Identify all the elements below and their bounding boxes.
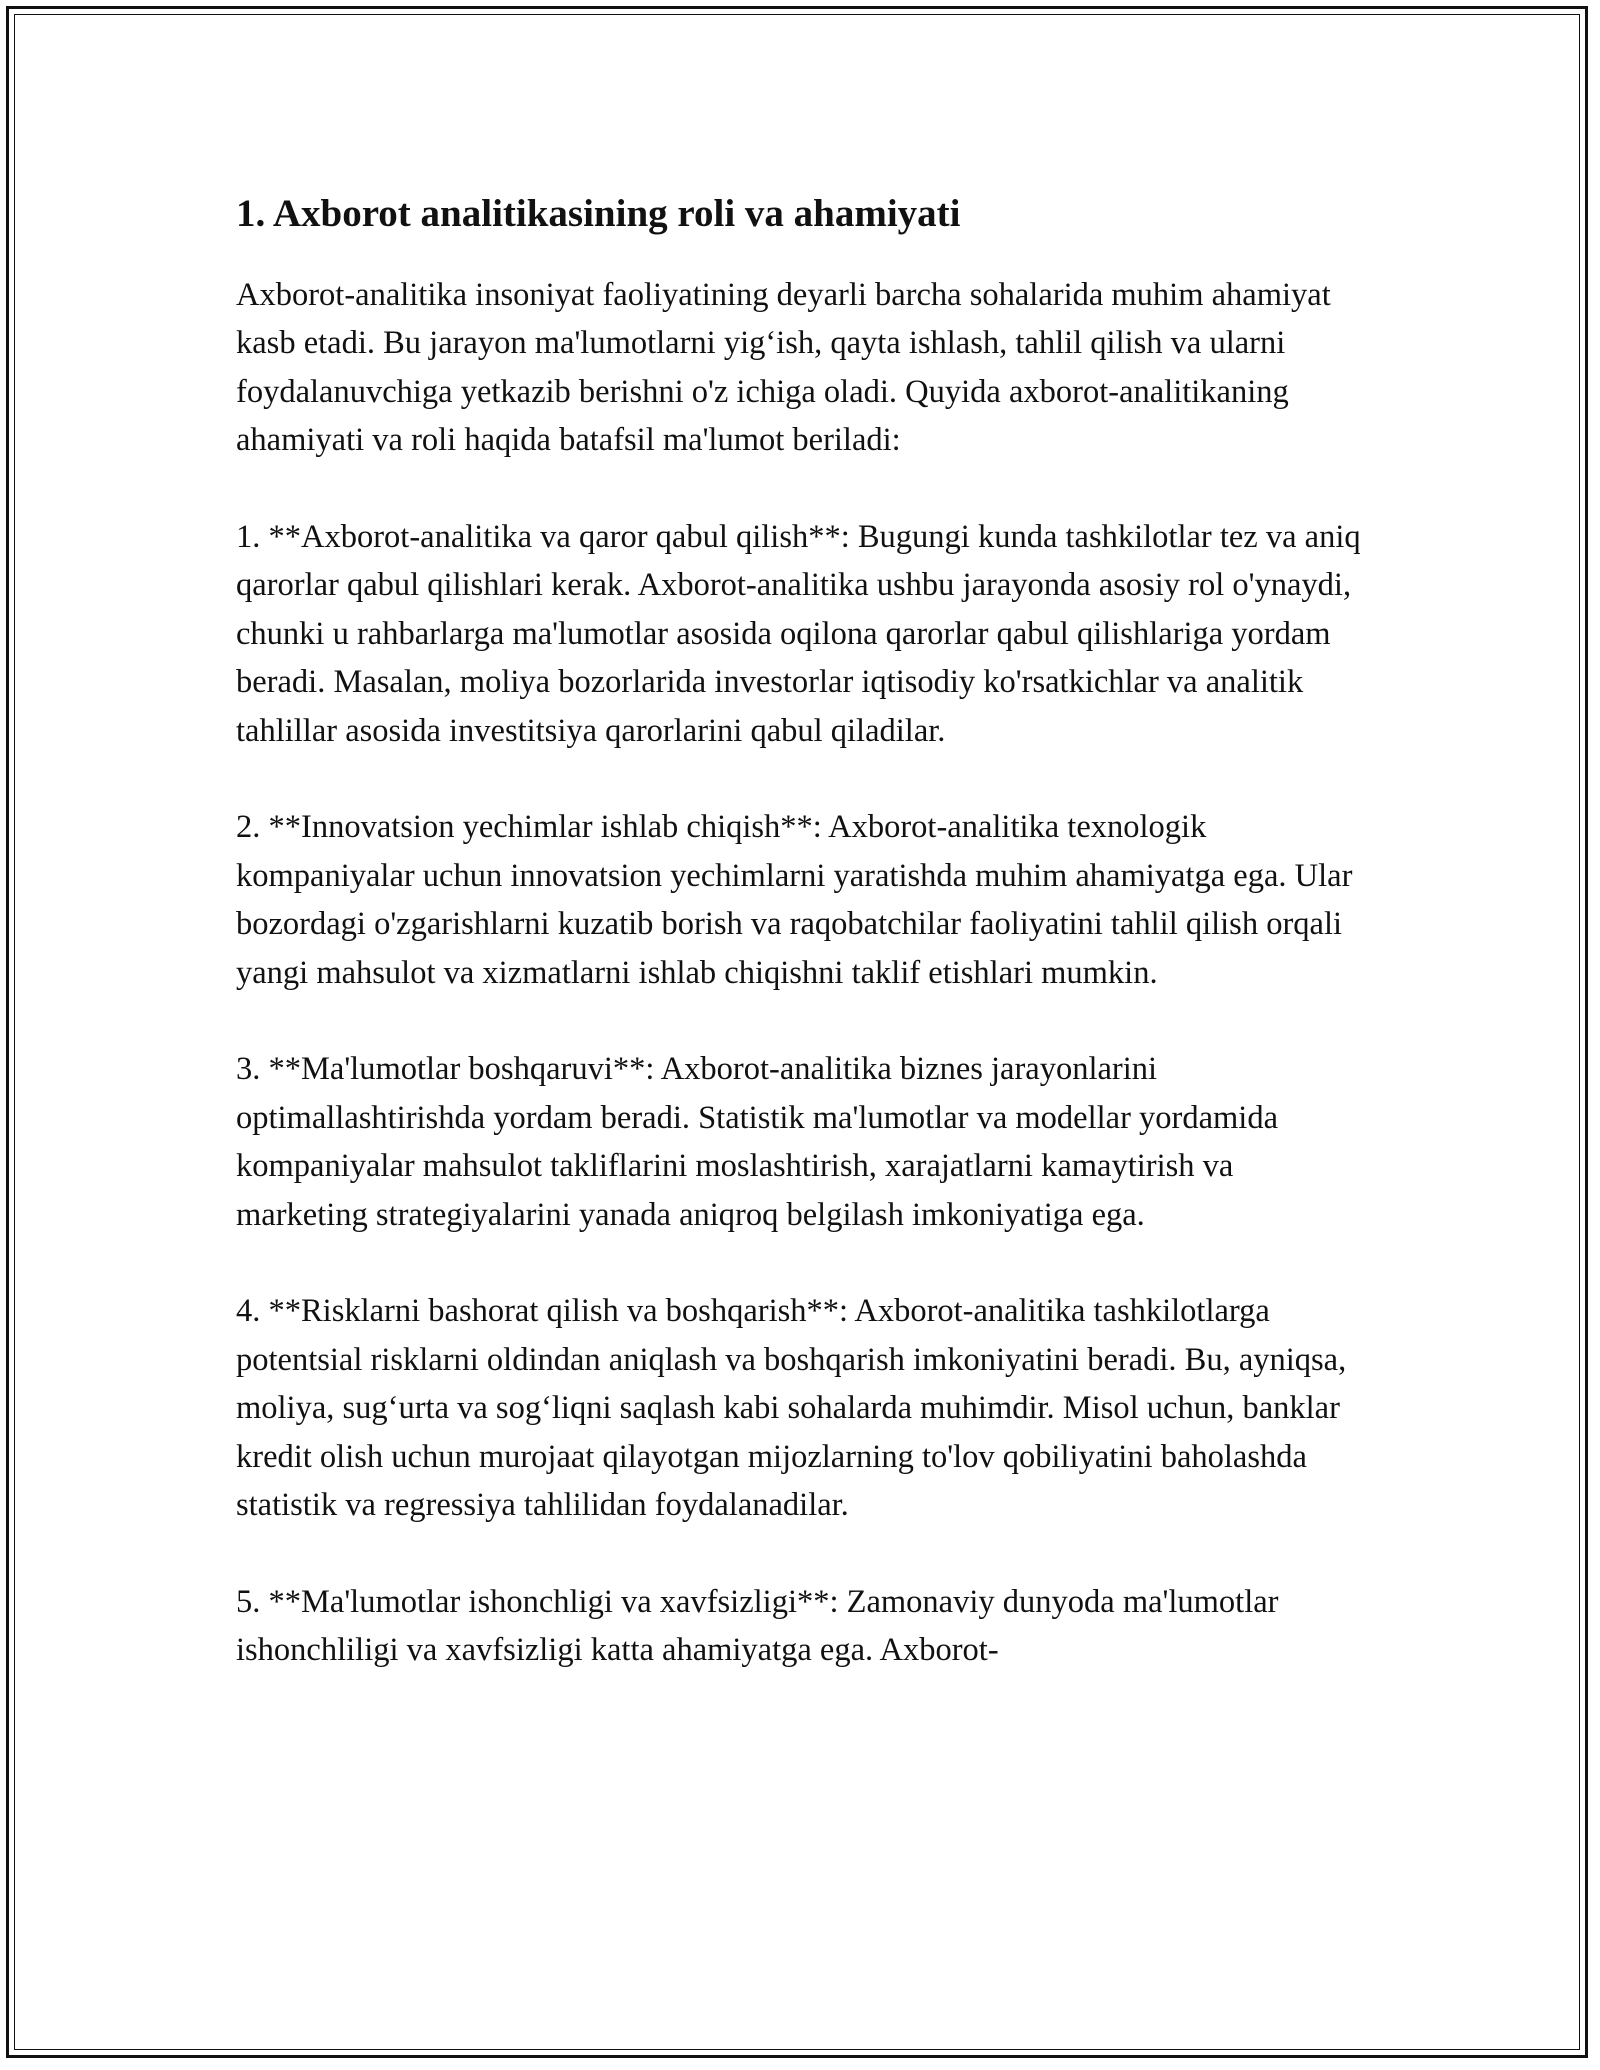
paragraph-data-management: 3. **Ma'lumotlar boshqaruvi**: Axborot-analitika biznes jarayonlarini optimallashtirishda yordam beradi. Statistik ma'lumotlar va modellar yordamida kompaniyalar mahsulot takliflarini moslashtirish, xarajatlarni kamaytirish va marketing strategiyalarini yanada aniqroq belgilash imkoniyatiga ega.: [236, 1051, 1287, 1233]
document-body: [236, 185, 1369, 1675]
section-title: 1. Axborot analitikasining roli va ahamiyati: [236, 192, 961, 235]
paragraph-innovation: 2. **Innovatsion yechimlar ishlab chiqish**: Axborot-analitika texnologik kompaniyalar uchun innovatsion yechimlarni yaratishda muhim ahamiyatga ega. Ular bozordagi o'zgarishlarni kuzatib borish va raqobatchilar faoliyatini tahlil qilish orqali yangi mahsulot va xizmatlarni ishlab chiqishni taklif etishlari mumkin.: [236, 809, 1361, 991]
paragraph-risk-management: 4. **Risklarni bashorat qilish va boshqarish**: Axborot-analitika tashkilotlarga potentsial risklarni oldindan aniqlash va boshqarish imkoniyatini beradi. Bu, ayniqsa, moliya, sug‘urta va sog‘liqni saqlash kabi sohalarda muhimdir. Misol uchun, banklar kredit olish uchun murojaat qilayotgan mijozlarning to'lov qobiliyatini baholashda statistik va regressiya tahlilidan foydalanadilar.: [236, 1293, 1355, 1524]
paragraph-data-security: 5. **Ma'lumotlar ishonchligi va xavfsizligi**: Zamonaviy dunyoda ma'lumotlar ishonchliligi va xavfsizligi katta ahamiyatga ega. Axborot-: [236, 1583, 1287, 1669]
intro-paragraph: Axborot-analitika insoniyat faoliyatining deyarli barcha sohalarida muhim ahamiyat kasb etadi. Bu jarayon ma'lumotlarni yig‘ish, qayta ishlash, tahlil qilish va ularni foydalanuvchiga yetkazib berishni o'z ichiga oladi. Quyida axborot-analitikaning ahamiyati va roli haqida batafsil ma'lumot beriladi:: [236, 277, 1339, 459]
paragraph-decision-making: 1. **Axborot-analitika va qaror qabul qilish**: Bugungi kunda tashkilotlar tez va aniq qarorlar qabul qilishlari kerak. Axborot-analitika ushbu jarayonda asosiy rol o'ynaydi, chunki u rahbarlarga ma'lumotlar asosida oqilona qarorlar qabul qilishlariga yordam beradi. Masalan, moliya bozorlarida investorlar iqtisodiy ko'rsatkichlar va analitik tahlillar asosida investitsiya qarorlarini qabul qiladilar.: [236, 519, 1369, 749]
